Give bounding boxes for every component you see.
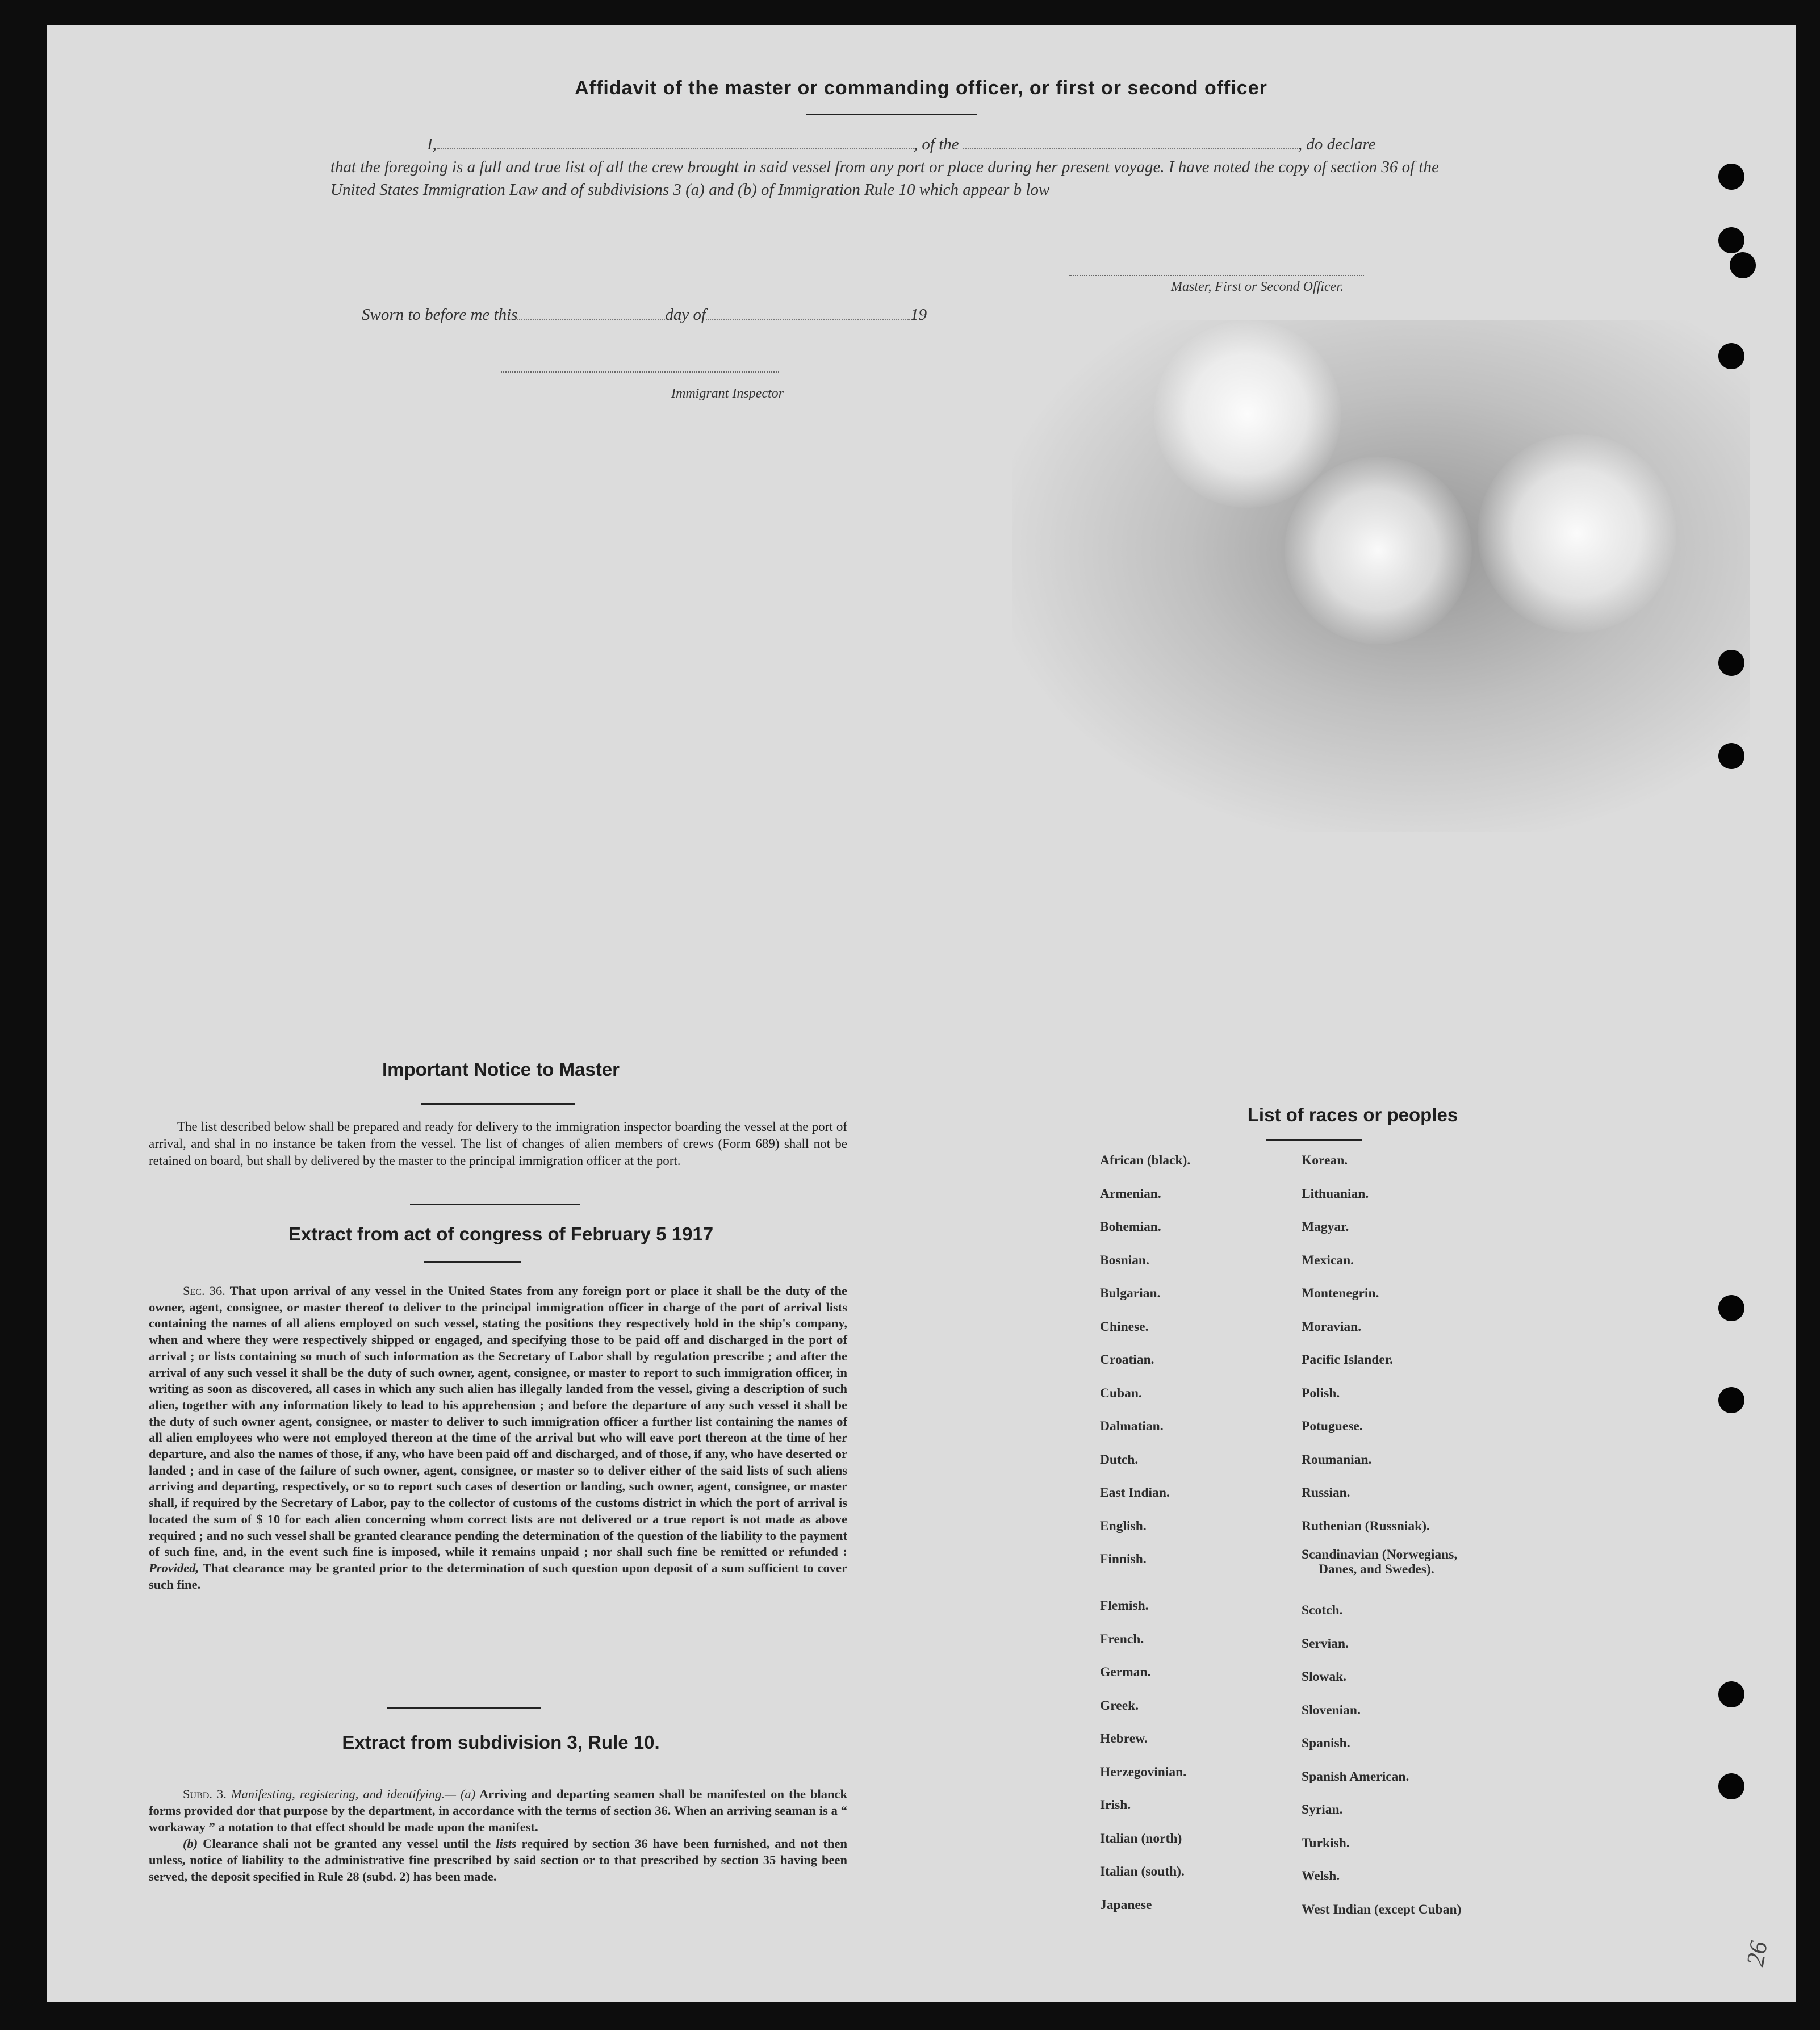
- race-item: Slovenian.: [1302, 1702, 1361, 1718]
- declarant-prefix: I,: [427, 135, 437, 153]
- race-item: Moravian.: [1302, 1319, 1362, 1334]
- race-item: Montenegrin.: [1302, 1286, 1379, 1301]
- race-item: Syrian.: [1302, 1802, 1343, 1817]
- race-item: English.: [1100, 1518, 1147, 1534]
- race-item: Hebrew.: [1100, 1731, 1148, 1746]
- declaration-line: [427, 133, 1461, 156]
- race-item: Welsh.: [1302, 1869, 1340, 1883]
- race-item: Chinese.: [1100, 1319, 1149, 1334]
- para-b-text-2: required by section 36 have been furnished, and not then unless, notice of liability to the administrative fine prescribed by said section or to that prescribed by section 35 having been served, the deposit specified in Rule 28 (subd. 2) has been made.: [149, 1836, 848, 1883]
- scan-glare: [1285, 457, 1472, 644]
- punch-hole: [1730, 252, 1756, 278]
- race-item: Dalmatian.: [1100, 1419, 1164, 1434]
- declarant-name-blank[interactable]: [437, 133, 914, 149]
- act-extract-bottom-rule: [387, 1707, 541, 1709]
- notice-body: The list described below shall be prepared and ready for delivery to the immigration inspector boarding the vessel at the port of arrival, and shal in no instance be taken from the vessel. The list of changes of alien members of crews (Form 689) shall not be retained on board, but shall by delivered by the master to the principal immigration officer at the port.: [149, 1120, 847, 1168]
- race-item: East Indian.: [1100, 1485, 1170, 1500]
- provided-word: Provided,: [149, 1560, 199, 1575]
- para-a-text: Arriving and departing seamen shall be manifested on the blanck forms provided dor that purpose by the department, in accordance with the terms of section 36. When an arriving seaman is a “ workaway ” a notation to that effect should be made upon the manifest.: [149, 1787, 847, 1834]
- race-item: West Indian (except Cuban): [1302, 1902, 1462, 1917]
- sworn-text: Sworn to before me this: [362, 306, 518, 324]
- scan-glare: [1154, 320, 1341, 508]
- race-item: Mexican.: [1302, 1252, 1354, 1268]
- races-right-column: [1302, 1144, 1461, 1926]
- act-extract-rule: [424, 1261, 521, 1263]
- vessel-name-blank[interactable]: [963, 133, 1298, 149]
- races-rule: [1266, 1139, 1362, 1141]
- do-declare-text: , do declare: [1298, 135, 1376, 153]
- race-item: French.: [1100, 1631, 1144, 1647]
- race-item: German.: [1100, 1665, 1151, 1680]
- race-item: Ruthenian (Russniak).: [1302, 1518, 1430, 1534]
- title-rule: [806, 114, 977, 115]
- subd-heading: Manifesting, registering, and identifying.: [231, 1787, 445, 1801]
- race-item: Dutch.: [1100, 1452, 1139, 1467]
- lists-word: lists: [496, 1836, 517, 1851]
- year-prefix: 19: [910, 306, 927, 324]
- race-item: Slowak.: [1302, 1669, 1347, 1684]
- race-item: Magyar.: [1302, 1219, 1349, 1234]
- punch-hole: [1718, 227, 1744, 253]
- race-item: Spanish American.: [1302, 1769, 1409, 1784]
- punch-hole: [1718, 1681, 1744, 1707]
- paragraph-a: [149, 1786, 847, 1835]
- sworn-line: [362, 303, 1157, 326]
- punch-hole: [1718, 743, 1744, 769]
- race-item: Croatian.: [1100, 1352, 1154, 1367]
- race-item: Pacific Islander.: [1302, 1352, 1394, 1367]
- race-item: Spanish.: [1302, 1736, 1350, 1751]
- race-item: Bulgarian.: [1100, 1286, 1161, 1301]
- race-item: African (black).: [1100, 1153, 1191, 1168]
- subdivision-3-text: [149, 1786, 847, 1885]
- notice-rule: [421, 1103, 575, 1105]
- section-36-text: [149, 1283, 847, 1593]
- race-item: Greek.: [1100, 1698, 1139, 1713]
- affidavit-title: Affidavit of the master or commanding officer, or first or second officer: [575, 77, 1267, 99]
- races-left-column: [1100, 1144, 1190, 1922]
- race-item: Potuguese.: [1302, 1419, 1363, 1434]
- race-item: Scotch.: [1302, 1603, 1343, 1618]
- race-item: Lithuanian.: [1302, 1186, 1369, 1201]
- section-36-body-end: That clearance may be granted prior to the determination of such question upon deposit of a sum sufficient to cover such fine.: [149, 1560, 848, 1592]
- race-item: Polish.: [1302, 1385, 1340, 1401]
- notice-title: Important Notice to Master: [382, 1059, 620, 1080]
- para-a-marker: — (a): [444, 1787, 476, 1801]
- of-the-text: , of the: [913, 135, 959, 153]
- affidavit-body: [330, 133, 1461, 201]
- rule-extract-title: Extract from subdivision 3, Rule 10.: [342, 1732, 660, 1753]
- para-b-marker: (b): [183, 1836, 198, 1851]
- race-item: Russian.: [1302, 1485, 1350, 1500]
- margin-page-number: 26: [1741, 1939, 1773, 1969]
- day-of-text: day of: [665, 306, 706, 324]
- para-b-text-1: Clearance shali not be granted any vessel until the: [203, 1836, 491, 1851]
- punch-hole: [1718, 650, 1744, 676]
- race-item: Italian (north): [1100, 1831, 1182, 1846]
- sworn-month-blank[interactable]: [706, 304, 910, 320]
- race-item: Armenian.: [1100, 1186, 1161, 1201]
- race-item: Korean.: [1302, 1153, 1348, 1168]
- race-item: Irish.: [1100, 1798, 1131, 1812]
- officer-signature-label: Master, First or Second Officer.: [1171, 279, 1344, 294]
- inspector-signature-line[interactable]: [501, 371, 779, 373]
- race-item: Herzegovinian.: [1100, 1764, 1187, 1780]
- race-item: Finnish.: [1100, 1552, 1147, 1567]
- officer-signature-line[interactable]: [1069, 275, 1364, 276]
- race-item: Japanese: [1100, 1897, 1152, 1912]
- notice-bottom-rule: [410, 1204, 580, 1205]
- punch-hole: [1718, 1295, 1744, 1321]
- section-36-body: That upon arrival of any vessel in the United States from any foreign port or place it shall be the duty of the owner, agent, consignee, or master thereof to deliver to the principal immigration officer in charge of the port of arrival lists containing the names of all aliens employed on such vessel, stating the positions they respectively hold in the ship's company, when and where they were respectively shipped or engaged, and specifying those to be paid off and discharged in the port of arrival ; or lists containing so much of such information as the Secretary of Labor shall by regulation prescribe ; and after the arrival of any such vessel it shall be the duty of such owner, agent, consignee, or master to report to such immigration officer, in writing as soon as discovered, all cases in which any such alien has illegally landed from the vessel, giving a description of such alien, together with any information likely to lead to his apprehension ; and before the departure of any such vessel it shall be the duty of such owner agent, consignee, or master to deliver to such immigration officer a further list containing the names of all alien employees who were not employed thereon at the time of the arrival but who will eave port thereon at the time of her departure, and also the names of those, if any, who have been paid off and discharged, and of those, if any, who have deserted or landed ; and in case of the failure of such owner, agent, consignee, or master so to deliver either of the said lists of such aliens arriving and departing, respectively, or so to report such cases of desertion or landing, such owner, agent, consignee, or master shall, if required by the Secretary of Labor, pay to the collector of customs of the customs district in which the port of arrival is located the sum of $ 10 for each alien concerning whom correct lists are not delivered or a true report is not made as above required ; and no such vessel shall be granted clearance pending the determination of the question of the liability to the payment of such fine, and, in the event such fine is imposed, while it remains unpaid ; nor shall such fine be remitted or refunded :: [149, 1284, 847, 1559]
- scan-smudge: [1012, 320, 1750, 832]
- race-item: [1302, 1543, 1461, 1594]
- declaration-text: that the foregoing is a full and true list of all the crew brought in said vessel from any port or place during her present voyage. I have noted the copy of section 36 of the United States Immigration Law and of subdivisions 3 (a) and (b) of Immigration Rule 10 which appear b low: [330, 158, 1439, 199]
- punch-hole: [1718, 164, 1744, 190]
- scan-glare: [1478, 434, 1676, 633]
- race-item: Bohemian.: [1100, 1219, 1161, 1234]
- race-item: Servian.: [1302, 1636, 1349, 1651]
- punch-hole: [1718, 1773, 1744, 1799]
- race-item: Cuban.: [1100, 1385, 1142, 1401]
- race-item: Roumanian.: [1302, 1452, 1372, 1467]
- sworn-day-blank[interactable]: [517, 304, 665, 320]
- race-item-line: Danes, and Swedes).: [1319, 1562, 1434, 1577]
- act-extract-title: Extract from act of congress of February 5 1917: [288, 1223, 714, 1244]
- punch-hole: [1718, 343, 1744, 369]
- inspector-signature-label: Immigrant Inspector: [671, 386, 784, 401]
- race-item: Flemish.: [1100, 1598, 1149, 1613]
- race-item: Bosnian.: [1100, 1252, 1149, 1268]
- subd-label: Subd. 3.: [183, 1787, 227, 1801]
- race-item: Italian (south).: [1100, 1864, 1185, 1879]
- paragraph-b: [149, 1835, 847, 1885]
- section-label: Sec. 36.: [183, 1284, 225, 1298]
- document-page: [47, 25, 1796, 2002]
- races-title: List of races or peoples: [1247, 1104, 1458, 1125]
- race-item-line: Scandinavian (Norwegians,: [1302, 1547, 1458, 1562]
- punch-hole: [1718, 1387, 1744, 1413]
- race-item: Turkish.: [1302, 1835, 1350, 1851]
